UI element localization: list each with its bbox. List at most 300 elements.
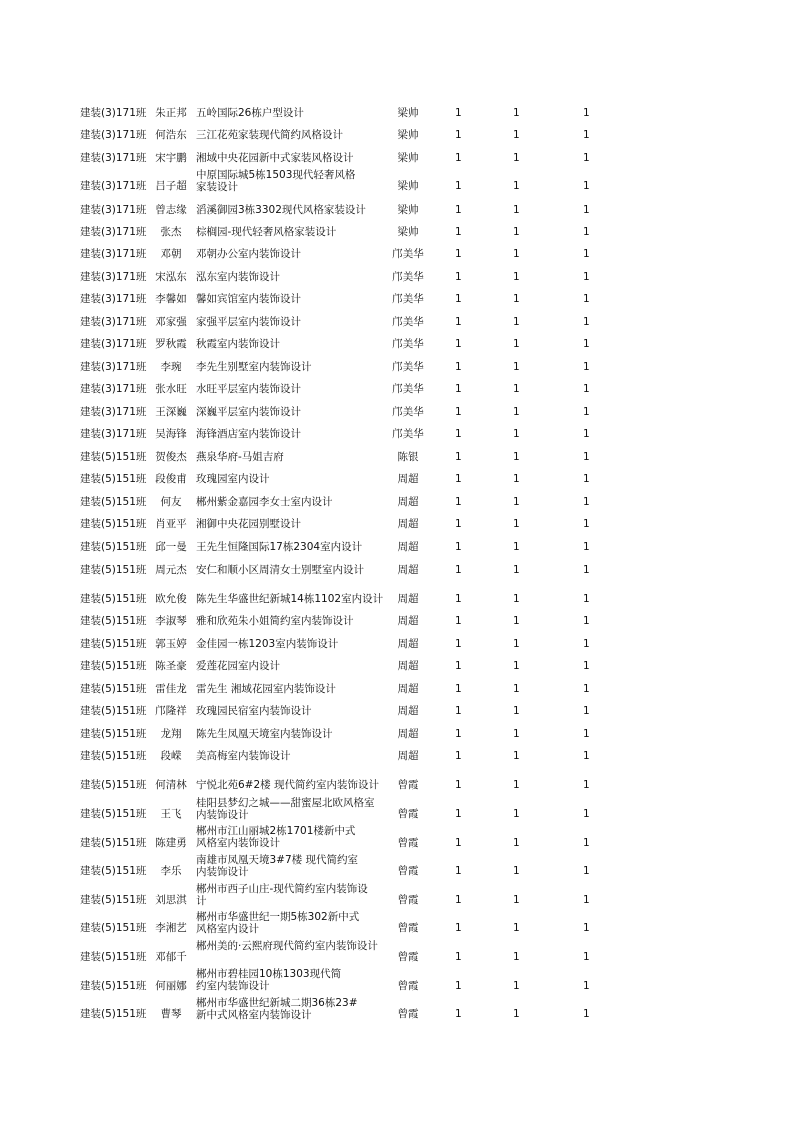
score-cell-3: 1 xyxy=(583,107,590,119)
score-cell-3: 1 xyxy=(583,316,590,328)
score-cell-1: 1 xyxy=(455,922,462,934)
class-cell: 建装(3)171班 xyxy=(80,338,147,350)
score-cell-1: 1 xyxy=(455,564,462,576)
student-name-cell: 曾志缘 xyxy=(155,204,187,216)
class-cell: 建装(5)151班 xyxy=(80,473,147,485)
student-name-cell: 王深巍 xyxy=(155,406,187,418)
score-cell-3: 1 xyxy=(583,951,590,963)
class-cell: 建装(5)151班 xyxy=(80,1008,147,1020)
advisor-cell: 梁帅 xyxy=(397,226,419,238)
advisor-cell: 周超 xyxy=(397,728,419,740)
design-topic-cell: 郴州市西子山庄-现代简约室内装饰设 计 xyxy=(196,883,368,907)
class-cell: 建装(3)171班 xyxy=(80,152,147,164)
score-cell-2: 1 xyxy=(513,496,520,508)
design-topic-cell: 南雄市凤凰天境3#7楼 现代简约室 内装饰设计 xyxy=(196,854,358,878)
advisor-cell: 曾霞 xyxy=(397,779,419,791)
score-cell-1: 1 xyxy=(455,837,462,849)
score-cell-1: 1 xyxy=(455,428,462,440)
advisor-cell: 周超 xyxy=(397,496,419,508)
score-cell-1: 1 xyxy=(455,204,462,216)
class-cell: 建装(3)171班 xyxy=(80,248,147,260)
design-topic-cell: 郴州市华盛世纪一期5栋302新中式 风格室内设计 xyxy=(196,911,360,935)
score-cell-1: 1 xyxy=(455,451,462,463)
design-topic-cell: 陈先生华盛世纪新城14栋1102室内设计 xyxy=(196,593,384,605)
score-cell-1: 1 xyxy=(455,683,462,695)
table-row xyxy=(0,334,793,354)
table-row xyxy=(0,447,793,467)
student-name-cell: 朱正邦 xyxy=(155,107,187,119)
advisor-cell: 邝美华 xyxy=(392,293,424,305)
student-name-cell: 张水旺 xyxy=(155,383,187,395)
table-row xyxy=(0,357,793,377)
student-name-cell: 雷佳龙 xyxy=(155,683,187,695)
advisor-cell: 曾霞 xyxy=(397,865,419,877)
score-cell-2: 1 xyxy=(513,248,520,260)
student-name-cell: 段俊甫 xyxy=(155,473,187,485)
score-cell-2: 1 xyxy=(513,428,520,440)
score-cell-2: 1 xyxy=(513,180,520,192)
design-topic-cell: 家强平层室内装饰设计 xyxy=(196,316,301,328)
advisor-cell: 邝美华 xyxy=(392,338,424,350)
score-cell-1: 1 xyxy=(455,338,462,350)
score-cell-3: 1 xyxy=(583,615,590,627)
score-cell-1: 1 xyxy=(455,1008,462,1020)
class-cell: 建装(3)171班 xyxy=(80,271,147,283)
design-topic-cell: 陈先生凤凰天境室内装饰设计 xyxy=(196,728,333,740)
class-cell: 建装(3)171班 xyxy=(80,406,147,418)
score-cell-1: 1 xyxy=(455,865,462,877)
score-cell-1: 1 xyxy=(455,541,462,553)
class-cell: 建装(5)151班 xyxy=(80,660,147,672)
table-row xyxy=(0,825,793,853)
table-row xyxy=(0,589,793,609)
class-cell: 建装(5)151班 xyxy=(80,951,147,963)
design-topic-cell: 美高梅室内装饰设计 xyxy=(196,750,291,762)
advisor-cell: 邝美华 xyxy=(392,248,424,260)
advisor-cell: 周超 xyxy=(397,473,419,485)
score-cell-3: 1 xyxy=(583,152,590,164)
score-cell-1: 1 xyxy=(455,728,462,740)
score-cell-2: 1 xyxy=(513,564,520,576)
table-row xyxy=(0,634,793,654)
score-cell-3: 1 xyxy=(583,1008,590,1020)
score-cell-3: 1 xyxy=(583,593,590,605)
design-topic-cell: 王先生恒隆国际17栋2304室内设计 xyxy=(196,541,363,553)
score-cell-2: 1 xyxy=(513,271,520,283)
advisor-cell: 周超 xyxy=(397,541,419,553)
student-name-cell: 邓家强 xyxy=(155,316,187,328)
advisor-cell: 周超 xyxy=(397,638,419,650)
table-row xyxy=(0,775,793,795)
advisor-cell: 梁帅 xyxy=(397,129,419,141)
score-cell-3: 1 xyxy=(583,980,590,992)
score-cell-1: 1 xyxy=(455,750,462,762)
table-row xyxy=(0,200,793,220)
score-cell-3: 1 xyxy=(583,383,590,395)
score-cell-3: 1 xyxy=(583,361,590,373)
student-name-cell: 邓郁千 xyxy=(155,951,187,963)
student-name-cell: 李乐 xyxy=(160,865,182,877)
student-name-cell: 陈建勇 xyxy=(155,837,187,849)
score-cell-3: 1 xyxy=(583,226,590,238)
score-cell-1: 1 xyxy=(455,779,462,791)
design-topic-cell: 雷先生 湘域花园室内装饰设计 xyxy=(196,683,336,695)
student-name-cell: 吕子超 xyxy=(155,180,187,192)
design-topic-cell: 深巍平层室内装饰设计 xyxy=(196,406,301,418)
design-topic-cell: 棕榈园-现代轻奢风格家装设计 xyxy=(196,226,337,238)
table-row xyxy=(0,940,793,967)
class-cell: 建装(5)151班 xyxy=(80,837,147,849)
table-row xyxy=(0,379,793,399)
table-row xyxy=(0,244,793,264)
class-cell: 建装(5)151班 xyxy=(80,638,147,650)
score-cell-2: 1 xyxy=(513,980,520,992)
class-cell: 建装(5)151班 xyxy=(80,808,147,820)
design-topic-cell: 玫瑰园民宿室内装饰设计 xyxy=(196,705,312,717)
table-row xyxy=(0,125,793,145)
class-cell: 建装(5)151班 xyxy=(80,518,147,530)
advisor-cell: 曾霞 xyxy=(397,922,419,934)
table-row xyxy=(0,289,793,309)
score-cell-1: 1 xyxy=(455,638,462,650)
score-cell-1: 1 xyxy=(455,271,462,283)
score-cell-2: 1 xyxy=(513,705,520,717)
score-cell-1: 1 xyxy=(455,248,462,260)
student-name-cell: 王飞 xyxy=(160,808,182,820)
student-name-cell: 邱一曼 xyxy=(155,541,187,553)
advisor-cell: 邝美华 xyxy=(392,383,424,395)
advisor-cell: 梁帅 xyxy=(397,180,419,192)
student-name-cell: 李湘艺 xyxy=(155,922,187,934)
score-cell-3: 1 xyxy=(583,894,590,906)
score-cell-1: 1 xyxy=(455,107,462,119)
design-topic-cell: 李先生别墅室内装饰设计 xyxy=(196,361,312,373)
table-row xyxy=(0,267,793,287)
score-cell-2: 1 xyxy=(513,894,520,906)
design-topic-cell: 金佳园一栋1203室内装饰设计 xyxy=(196,638,339,650)
score-cell-3: 1 xyxy=(583,248,590,260)
score-cell-1: 1 xyxy=(455,361,462,373)
advisor-cell: 梁帅 xyxy=(397,107,419,119)
score-cell-2: 1 xyxy=(513,837,520,849)
advisor-cell: 周超 xyxy=(397,518,419,530)
score-cell-1: 1 xyxy=(455,894,462,906)
student-name-cell: 邝隆祥 xyxy=(155,705,187,717)
table-row xyxy=(0,746,793,766)
score-cell-2: 1 xyxy=(513,152,520,164)
score-cell-2: 1 xyxy=(513,316,520,328)
table-row xyxy=(0,883,793,910)
score-cell-2: 1 xyxy=(513,129,520,141)
advisor-cell: 邝美华 xyxy=(392,406,424,418)
student-name-cell: 何浩东 xyxy=(155,129,187,141)
score-cell-3: 1 xyxy=(583,808,590,820)
score-cell-1: 1 xyxy=(455,951,462,963)
score-cell-2: 1 xyxy=(513,865,520,877)
student-name-cell: 欧允俊 xyxy=(155,593,187,605)
table-row xyxy=(0,997,793,1024)
score-cell-1: 1 xyxy=(455,593,462,605)
score-cell-1: 1 xyxy=(455,316,462,328)
class-cell: 建装(5)151班 xyxy=(80,865,147,877)
score-cell-1: 1 xyxy=(455,180,462,192)
class-cell: 建装(3)171班 xyxy=(80,383,147,395)
advisor-cell: 曾霞 xyxy=(397,1008,419,1020)
score-cell-2: 1 xyxy=(513,107,520,119)
class-cell: 建装(5)151班 xyxy=(80,980,147,992)
score-cell-1: 1 xyxy=(455,129,462,141)
design-topic-cell: 玫瑰园室内设计 xyxy=(196,473,270,485)
design-topic-cell: 爱莲花园室内设计 xyxy=(196,660,280,672)
advisor-cell: 周超 xyxy=(397,750,419,762)
score-cell-3: 1 xyxy=(583,428,590,440)
design-topic-cell: 邓朝办公室内装饰设计 xyxy=(196,248,301,260)
student-name-cell: 周元杰 xyxy=(155,564,187,576)
score-cell-3: 1 xyxy=(583,180,590,192)
class-cell: 建装(3)171班 xyxy=(80,428,147,440)
score-cell-3: 1 xyxy=(583,451,590,463)
student-name-cell: 陈圣豪 xyxy=(155,660,187,672)
student-name-cell: 宋宇鹏 xyxy=(155,152,187,164)
student-name-cell: 李淑琴 xyxy=(155,615,187,627)
score-cell-3: 1 xyxy=(583,406,590,418)
score-cell-1: 1 xyxy=(455,473,462,485)
student-name-cell: 刘思淇 xyxy=(155,894,187,906)
score-cell-2: 1 xyxy=(513,541,520,553)
design-topic-cell: 三江花苑家装现代简约风格设计 xyxy=(196,129,343,141)
design-topic-cell: 五岭国际26栋户型设计 xyxy=(196,107,304,119)
score-cell-3: 1 xyxy=(583,564,590,576)
score-cell-2: 1 xyxy=(513,293,520,305)
design-topic-cell: 宁悦北苑6#2楼 现代简约室内装饰设计 xyxy=(196,779,379,791)
class-cell: 建装(5)151班 xyxy=(80,683,147,695)
class-cell: 建装(5)151班 xyxy=(80,496,147,508)
student-name-cell: 宋泓东 xyxy=(155,271,187,283)
score-cell-2: 1 xyxy=(513,473,520,485)
design-topic-cell: 海锋酒店室内装饰设计 xyxy=(196,428,301,440)
class-cell: 建装(5)151班 xyxy=(80,750,147,762)
score-cell-3: 1 xyxy=(583,660,590,672)
score-cell-2: 1 xyxy=(513,451,520,463)
table-row xyxy=(0,968,793,996)
table-row xyxy=(0,537,793,557)
score-cell-2: 1 xyxy=(513,808,520,820)
score-cell-1: 1 xyxy=(455,660,462,672)
design-topic-cell: 湘域中央花园新中式家装风格设计 xyxy=(196,152,354,164)
score-cell-3: 1 xyxy=(583,705,590,717)
advisor-cell: 周超 xyxy=(397,615,419,627)
design-topic-cell: 郴州市江山丽城2栋1701楼新中式 风格室内装饰设计 xyxy=(196,825,356,849)
score-cell-2: 1 xyxy=(513,338,520,350)
score-cell-3: 1 xyxy=(583,837,590,849)
table-row xyxy=(0,402,793,422)
table-row xyxy=(0,222,793,242)
class-cell: 建装(5)151班 xyxy=(80,541,147,553)
design-topic-cell: 安仁和顺小区周清女士别墅室内设计 xyxy=(196,564,364,576)
advisor-cell: 曾霞 xyxy=(397,951,419,963)
student-name-cell: 段嵘 xyxy=(160,750,182,762)
student-name-cell: 龙翔 xyxy=(160,728,182,740)
score-cell-1: 1 xyxy=(455,496,462,508)
advisor-cell: 曾霞 xyxy=(397,808,419,820)
advisor-cell: 邝美华 xyxy=(392,361,424,373)
class-cell: 建装(5)151班 xyxy=(80,593,147,605)
class-cell: 建装(5)151班 xyxy=(80,451,147,463)
score-cell-1: 1 xyxy=(455,615,462,627)
table-row xyxy=(0,103,793,123)
score-cell-3: 1 xyxy=(583,293,590,305)
score-cell-3: 1 xyxy=(583,496,590,508)
score-cell-2: 1 xyxy=(513,660,520,672)
score-cell-2: 1 xyxy=(513,951,520,963)
design-topic-cell: 燕泉华府-马姐吉府 xyxy=(196,451,284,463)
design-topic-cell: 雅和欣苑朱小姐简约室内装饰设计 xyxy=(196,615,354,627)
design-topic-cell: 郴州美的·云熙府现代简约室内装饰设计 xyxy=(196,940,378,952)
score-cell-2: 1 xyxy=(513,728,520,740)
score-cell-2: 1 xyxy=(513,204,520,216)
design-topic-cell: 中原国际城5栋1503现代轻奢风格 家装设计 xyxy=(196,169,356,193)
student-name-cell: 郭玉婷 xyxy=(155,638,187,650)
table-row xyxy=(0,854,793,881)
advisor-cell: 周超 xyxy=(397,564,419,576)
student-name-cell: 何丽娜 xyxy=(155,980,187,992)
student-name-cell: 李馨如 xyxy=(155,293,187,305)
score-cell-1: 1 xyxy=(455,383,462,395)
class-cell: 建装(5)151班 xyxy=(80,779,147,791)
student-name-cell: 邓朝 xyxy=(160,248,182,260)
design-topic-cell: 湘御中央花园别墅设计 xyxy=(196,518,301,530)
score-cell-3: 1 xyxy=(583,750,590,762)
score-cell-1: 1 xyxy=(455,705,462,717)
student-name-cell: 贺俊杰 xyxy=(155,451,187,463)
advisor-cell: 陈银 xyxy=(397,451,419,463)
score-cell-2: 1 xyxy=(513,683,520,695)
table-row xyxy=(0,169,793,196)
table-row xyxy=(0,469,793,489)
design-topic-cell: 泓东室内装饰设计 xyxy=(196,271,280,283)
student-name-cell: 曹琴 xyxy=(160,1008,182,1020)
advisor-cell: 邝美华 xyxy=(392,428,424,440)
design-topic-cell: 秋霞室内装饰设计 xyxy=(196,338,280,350)
design-topic-cell: 郴州市华盛世纪新城二期36栋23# 新中式风格室内装饰设计 xyxy=(196,997,358,1021)
class-cell: 建装(3)171班 xyxy=(80,226,147,238)
score-cell-2: 1 xyxy=(513,779,520,791)
score-cell-1: 1 xyxy=(455,406,462,418)
score-cell-3: 1 xyxy=(583,779,590,791)
class-cell: 建装(3)171班 xyxy=(80,107,147,119)
advisor-cell: 周超 xyxy=(397,593,419,605)
table-row xyxy=(0,492,793,512)
score-cell-3: 1 xyxy=(583,865,590,877)
score-cell-3: 1 xyxy=(583,204,590,216)
design-topic-cell: 郴州市碧桂园10栋1303现代简 约室内装饰设计 xyxy=(196,968,342,992)
advisor-cell: 曾霞 xyxy=(397,837,419,849)
score-cell-3: 1 xyxy=(583,518,590,530)
table-row xyxy=(0,424,793,444)
score-cell-3: 1 xyxy=(583,271,590,283)
table-row xyxy=(0,148,793,168)
score-cell-2: 1 xyxy=(513,593,520,605)
score-cell-2: 1 xyxy=(513,750,520,762)
score-cell-1: 1 xyxy=(455,518,462,530)
score-cell-1: 1 xyxy=(455,808,462,820)
table-row xyxy=(0,679,793,699)
table-row xyxy=(0,611,793,631)
advisor-cell: 周超 xyxy=(397,705,419,717)
score-cell-3: 1 xyxy=(583,338,590,350)
class-cell: 建装(3)171班 xyxy=(80,361,147,373)
class-cell: 建装(3)171班 xyxy=(80,293,147,305)
score-cell-2: 1 xyxy=(513,638,520,650)
class-cell: 建装(5)151班 xyxy=(80,615,147,627)
table-row xyxy=(0,514,793,534)
score-cell-3: 1 xyxy=(583,541,590,553)
student-name-cell: 何友 xyxy=(160,496,182,508)
student-name-cell: 张杰 xyxy=(160,226,182,238)
score-cell-3: 1 xyxy=(583,683,590,695)
advisor-cell: 周超 xyxy=(397,683,419,695)
class-cell: 建装(3)171班 xyxy=(80,129,147,141)
class-cell: 建装(5)151班 xyxy=(80,705,147,717)
score-cell-2: 1 xyxy=(513,922,520,934)
class-cell: 建装(5)151班 xyxy=(80,728,147,740)
score-cell-1: 1 xyxy=(455,152,462,164)
table-row xyxy=(0,911,793,938)
student-name-cell: 何清林 xyxy=(155,779,187,791)
advisor-cell: 邝美华 xyxy=(392,271,424,283)
advisor-cell: 曾霞 xyxy=(397,980,419,992)
score-cell-3: 1 xyxy=(583,922,590,934)
score-cell-2: 1 xyxy=(513,226,520,238)
table-row xyxy=(0,701,793,721)
score-cell-3: 1 xyxy=(583,473,590,485)
score-cell-1: 1 xyxy=(455,293,462,305)
class-cell: 建装(5)151班 xyxy=(80,564,147,576)
table-row xyxy=(0,724,793,744)
student-name-cell: 罗秋霞 xyxy=(155,338,187,350)
score-cell-2: 1 xyxy=(513,383,520,395)
student-name-cell: 李琬 xyxy=(160,361,182,373)
design-topic-cell: 水旺平层室内装饰设计 xyxy=(196,383,301,395)
design-topic-cell: 滔溪御园3栋3302现代风格家装设计 xyxy=(196,204,366,216)
table-row xyxy=(0,797,793,824)
table-row xyxy=(0,560,793,580)
score-cell-3: 1 xyxy=(583,129,590,141)
student-name-cell: 吴海锋 xyxy=(155,428,187,440)
advisor-cell: 邝美华 xyxy=(392,316,424,328)
advisor-cell: 周超 xyxy=(397,660,419,672)
table-row xyxy=(0,656,793,676)
advisor-cell: 梁帅 xyxy=(397,204,419,216)
score-cell-3: 1 xyxy=(583,638,590,650)
score-cell-2: 1 xyxy=(513,615,520,627)
class-cell: 建装(5)151班 xyxy=(80,894,147,906)
design-topic-cell: 郴州紫金嘉园李女士室内设计 xyxy=(196,496,333,508)
student-name-cell: 肖亚平 xyxy=(155,518,187,530)
design-topic-cell: 馨如宾馆室内装饰设计 xyxy=(196,293,301,305)
score-cell-2: 1 xyxy=(513,361,520,373)
score-cell-2: 1 xyxy=(513,406,520,418)
score-cell-2: 1 xyxy=(513,518,520,530)
score-cell-1: 1 xyxy=(455,226,462,238)
design-topic-cell: 桂阳县梦幻之城——甜蜜屋北欧风格室 内装饰设计 xyxy=(196,797,375,821)
score-cell-1: 1 xyxy=(455,980,462,992)
advisor-cell: 曾霞 xyxy=(397,894,419,906)
class-cell: 建装(3)171班 xyxy=(80,204,147,216)
class-cell: 建装(5)151班 xyxy=(80,922,147,934)
class-cell: 建装(3)171班 xyxy=(80,180,147,192)
score-cell-3: 1 xyxy=(583,728,590,740)
